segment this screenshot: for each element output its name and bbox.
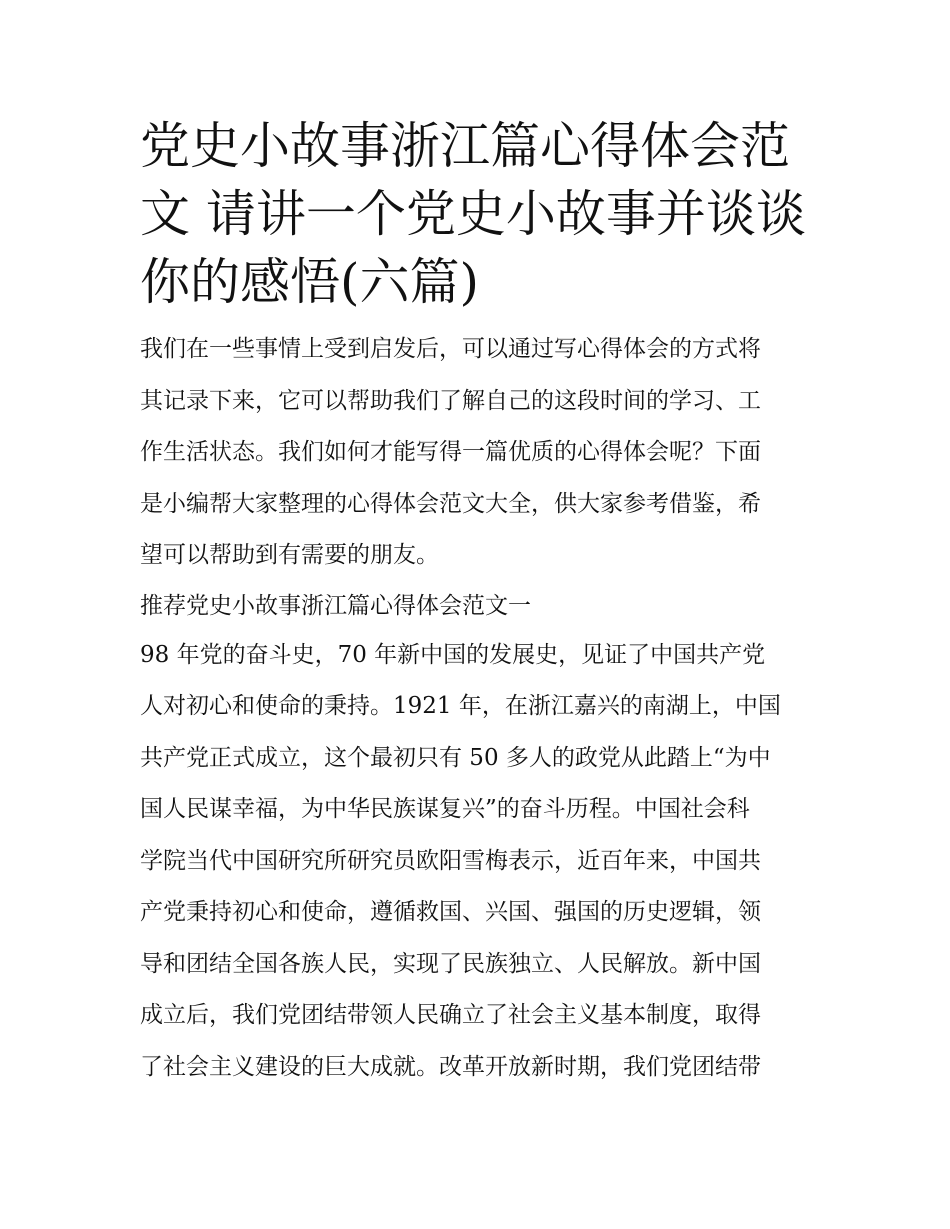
- intro-line: 其记录下来，它可以帮助我们了解自己的这段时间的学习、工: [140, 387, 761, 414]
- section-heading: 推荐党史小故事浙江篇心得体会范文一: [140, 592, 531, 619]
- intro-line: 作生活状态。我们如何才能写得一篇优质的心得体会呢？下面: [140, 439, 761, 465]
- intro-line: 我们在一些事情上受到启发后，可以通过写心得体会的方式将: [140, 336, 761, 362]
- intro-paragraph: [140, 324, 812, 582]
- title-line: 你的感悟(六篇): [140, 253, 480, 311]
- body-line: 了社会主义建设的巨大成就。改革开放新时期，我们党团结带: [140, 1053, 761, 1080]
- body-line: 学院当代中国研究所研究员欧阳雪梅表示，近百年来，中国共: [140, 847, 761, 874]
- body-line: 成立后，我们党团结带领人民确立了社会主义基本制度，取得: [140, 1002, 761, 1028]
- title-line: 党史小故事浙江篇心得体会范: [140, 117, 790, 175]
- body-line: 共产党正式成立，这个最初只有 50 多人的政党从此踏上“为中: [140, 744, 771, 771]
- body-line: 98 年党的奋斗史，70 年新中国的发展史，见证了中国共产党: [140, 641, 766, 668]
- intro-line: 望可以帮助到有需要的朋友。: [140, 542, 439, 568]
- body-line: 导和团结全国各族人民，实现了民族独立、人民解放。新中国: [140, 950, 761, 977]
- body-line: 国人民谋幸福，为中华民族谋复兴”的奋斗历程。中国社会科: [140, 796, 750, 822]
- document-title: [140, 112, 812, 316]
- document-page: [140, 112, 812, 1093]
- title-line: 文 请讲一个党史小故事并谈谈: [140, 185, 806, 243]
- body-line: 人对初心和使命的秉持。1921 年，在浙江嘉兴的南湖上，中国: [140, 693, 781, 719]
- body-paragraph: [140, 630, 812, 1094]
- intro-line: 是小编帮大家整理的心得体会范文大全，供大家参考借鉴，希: [140, 490, 761, 517]
- body-line: 产党秉持初心和使命，遵循救国、兴国、强国的历史逻辑，领: [140, 899, 761, 925]
